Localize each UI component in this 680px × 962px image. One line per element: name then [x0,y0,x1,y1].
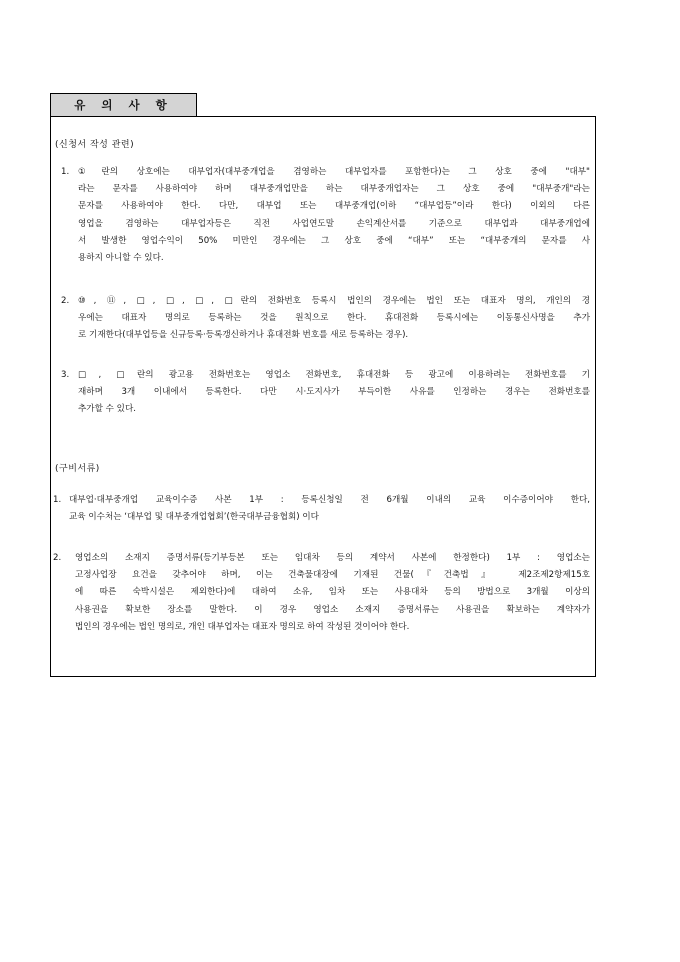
item-line: 재하며 3개 이내에서 등록한다. 다만 시·도지사가 부득이한 사유를 인정하는 경우는 전화번호를 [78,387,590,398]
item-line: 사용권을 확보한 장소를 말한다. 이 경우 영업소 소재지 증명서류는 사용권을 확보하는 계약자가 [75,604,590,615]
item-line: 에 따른 숙박시설은 제외한다)에 대하여 소유, 임차 또는 사용대차 등의 방법으로 3개월 이상의 [75,587,590,598]
item-number: 3. [61,370,70,380]
documents-item-1 [53,492,590,526]
item-line: 영업을 겸영하는 대부업자등은 직전 사업연도말 손익계산서를 기준으로 대부업과 대부중개업에 [78,218,590,229]
notice-tab [50,93,197,116]
application-item-1 [61,164,590,267]
item-number: 1. [61,167,70,177]
application-item-2 [61,293,590,345]
section-title-application: (신청서 작성 관련) [55,140,135,150]
item-number: 2. [61,296,70,306]
item-number: 2. [53,553,62,563]
item-line: 용하지 아니할 수 있다. [78,253,164,264]
documents-item-2 [53,550,590,636]
item-line: ①란의 상호에는 대부업자(대부중개업을 겸영하는 대부업자를 포함한다)는 그 상호 중에 "대부" [78,167,590,177]
section-title-documents: (구비서류) [55,464,100,474]
item-number: 1. [53,495,62,505]
item-line: □, □란의 광고용 전화번호는 영업소 전화번호, 휴대전화 등 광고에 이용하려는 전화번호를 기 [78,370,590,380]
item-line: 우에는 대표자 명의로 등록하는 것을 원칙으로 한다. 휴대전화 등록시에는 이동통신사명을 추가 [78,313,590,324]
item-line: 서 발생한 영업수익이 50% 미만인 경우에는 그 상호 중에 “대부” 또는 “대부중개의 문자를 사 [78,235,590,246]
item-line: 로 기재한다(대부업등을 신규등록·등록갱신하거나 휴대전화 번호를 새로 등록하는 경우). [78,330,409,341]
item-line: ⑩, ⑪, □, □, □, □란의 전화번호 등록시 법인의 경우에는 법인 또는 대표자 명의, 개인의 경 [78,296,590,306]
item-line: 문자를 사용하여야 한다. 다만, 대부업 또는 대부중개업(이하 “대부업등”이라 한다) 이외의 다른 [78,201,590,212]
item-line: 교육 이수처는 ‘대부업 및 대부중개업협회’(한국대부금융협회) 이다 [69,512,319,523]
item-line: 고정사업장 요건을 갖추어야 하며, 이는 건축물대장에 기재된 건물(『건축법』 제2조제2항제15호 [75,570,590,581]
item-line: 법인의 경우에는 법인 명의로, 개인 대부업자는 대표자 명의로 하여 작성된 것이어야 한다. [75,621,410,632]
notice-tab-label: 유 의 사 항 [74,98,173,112]
item-line: 영업소의 소재지 증명서류(등기부등본 또는 임대차 등의 계약서 사본에 한정한다) 1부 : 영업소는 [75,553,590,563]
application-item-3 [61,367,590,419]
item-line: 라는 문자를 사용하여야 하며 대부중개업만을 하는 대부중개업자는 그 상호 중에 "대부중개"라는 [78,184,590,195]
item-line: 대부업·대부중개업 교육이수증 사본 1부 : 등록신청일 전 6개월 이내의 교육 이수증이어야 한다, [69,495,590,505]
item-line: 추가할 수 있다. [78,404,137,415]
